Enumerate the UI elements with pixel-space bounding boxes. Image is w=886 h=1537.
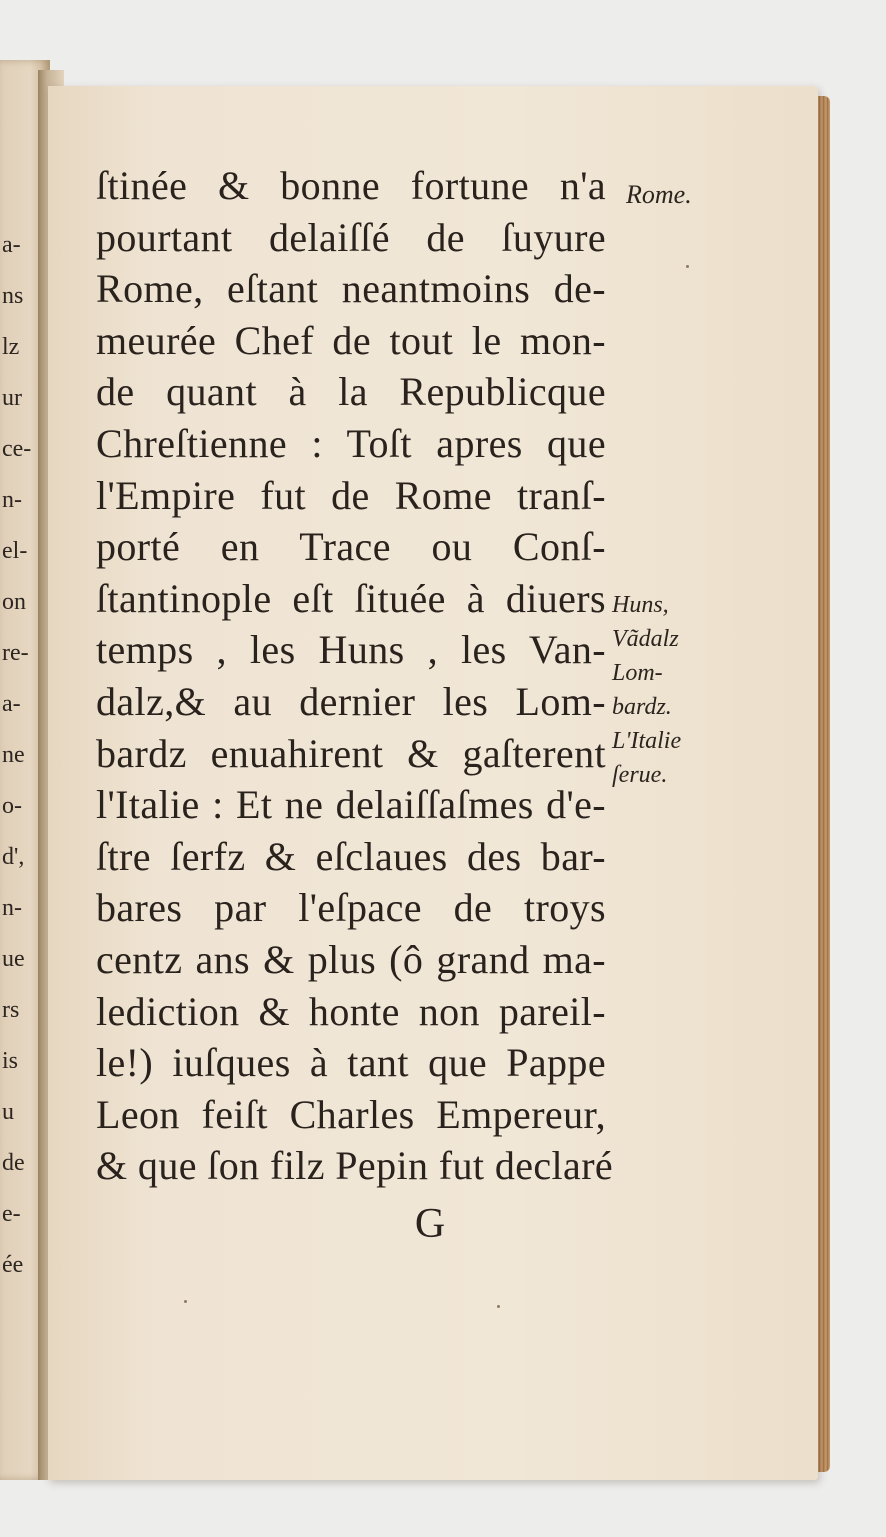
fragment: el- xyxy=(2,538,28,564)
margin-note-rome: Rome. xyxy=(626,180,692,209)
text-line: le!) iuſques à tant que Pappe xyxy=(96,1040,606,1086)
text-line: meurée Chef de tout le mon- xyxy=(96,317,606,363)
paper-speck xyxy=(184,1300,187,1303)
text-line: ſtre ſerfz & eſclaues des bar- xyxy=(96,833,606,879)
text-line: bares par l'eſpace de troys xyxy=(96,885,606,931)
margin-note-line: L'Italie xyxy=(612,728,682,754)
fragment: ns xyxy=(2,283,24,309)
text-line: bardz enuahirent & gaſterent xyxy=(96,730,606,776)
paper-speck xyxy=(686,265,689,268)
text-line: dalz,& au dernier les Lom- xyxy=(96,678,606,724)
text-line: Chreſtienne : Toſt apres que xyxy=(96,420,606,466)
text-line: pourtant delaiſſé de ſuyure xyxy=(96,214,606,260)
paper-speck xyxy=(497,1305,500,1308)
fragment: o- xyxy=(2,793,22,819)
fragment: d', xyxy=(2,844,25,870)
fragment: n- xyxy=(2,895,22,921)
text-line: centz ans & plus (ô grand ma- xyxy=(96,936,606,982)
fragment: n- xyxy=(2,487,22,513)
text-line: l'Italie : Et ne delaiſſaſmes d'e- xyxy=(96,782,606,828)
margin-note-line: Lom- xyxy=(612,660,663,686)
margin-note-line: Vãdalz xyxy=(612,626,679,652)
text-line: l'Empire fut de Rome tranſ- xyxy=(96,472,606,518)
fragment: is xyxy=(2,1048,19,1074)
signature-mark: G xyxy=(414,1201,446,1247)
fragment: ée xyxy=(2,1252,24,1278)
main-text-block xyxy=(96,160,614,1192)
fragment: rs xyxy=(2,997,20,1023)
margin-note-line: Huns, xyxy=(612,592,669,618)
fragment: e- xyxy=(2,1201,21,1227)
fragment: de xyxy=(2,1150,25,1176)
text-line: temps , les Huns , les Van- xyxy=(96,627,606,673)
text-line: Rome, eſtant neantmoins de- xyxy=(96,266,606,312)
text-line: & que ſon filz Pepin fut declaré xyxy=(96,1143,614,1189)
margin-note-line: ſerue. xyxy=(612,762,668,788)
fragment: a- xyxy=(2,232,21,258)
fragment: on xyxy=(2,589,26,615)
margin-note-group xyxy=(612,588,681,792)
fragment: ue xyxy=(2,946,25,972)
fragment: ce- xyxy=(2,436,32,462)
previous-page-text-fragments xyxy=(0,220,40,1291)
text-line: de quant à la Republicque xyxy=(96,369,606,415)
text-line: lediction & honte non pareil- xyxy=(96,988,606,1034)
text-line: porté en Trace ou Conſ- xyxy=(96,524,606,570)
fragment: u xyxy=(2,1099,14,1125)
fragment: ur xyxy=(2,385,22,411)
fragment: lz xyxy=(2,334,20,360)
text-line: ſtantinople eſt ſituée à diuers xyxy=(96,575,606,621)
fragment: a- xyxy=(2,691,21,717)
text-line: ſtinée & bonne fortune n'a xyxy=(96,163,606,208)
fragment: re- xyxy=(2,640,29,666)
fragment: ne xyxy=(2,742,25,768)
margin-note-line: bardz. xyxy=(612,694,672,720)
text-line: Leon feiſt Charles Empereur, xyxy=(96,1091,606,1137)
